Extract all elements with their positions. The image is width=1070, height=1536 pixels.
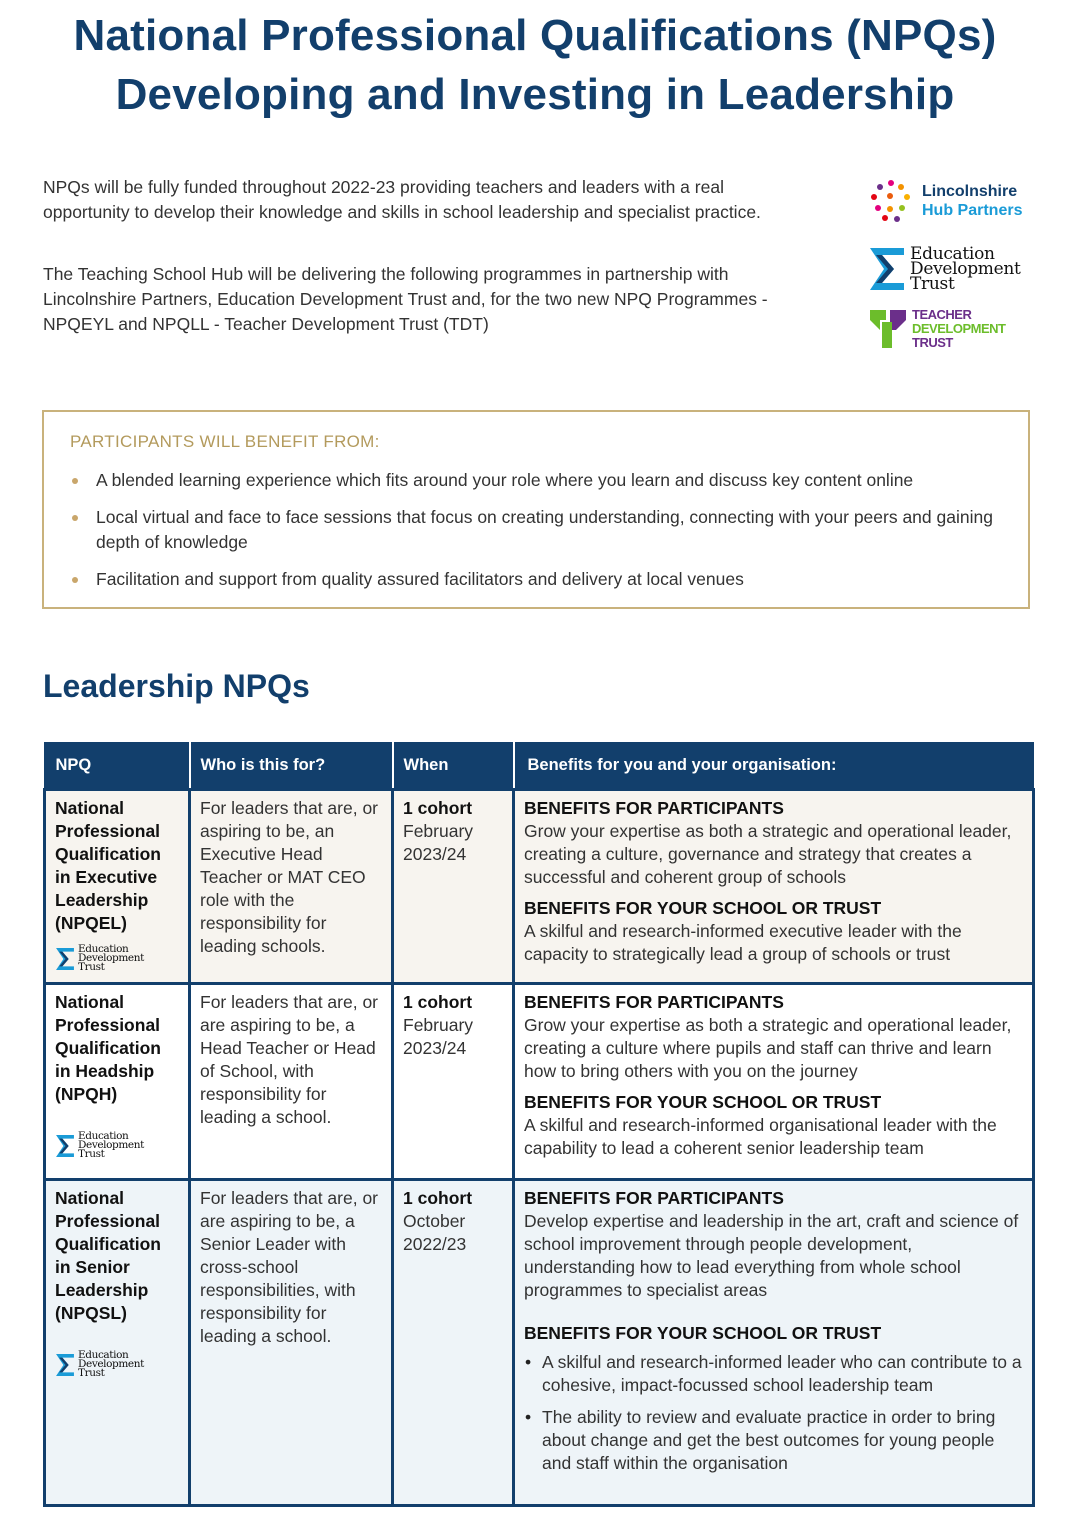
list-item: • A skilful and research-informed leader who can contribute to a cohesive, impact-focussed school leadership team [524, 1351, 1023, 1397]
when-cell [393, 790, 514, 984]
cohort-label: 1 cohort [403, 1188, 473, 1208]
participants-heading: BENEFITS FOR PARTICIPANTS [524, 1188, 784, 1208]
when-cell [393, 1180, 514, 1506]
column-header-benefits: Benefits for you and your organisation: [514, 742, 1034, 790]
edt-sigma-icon [55, 1133, 75, 1159]
column-header-who: Who is this for? [190, 742, 393, 790]
when-text: February 2023/24 [403, 821, 474, 864]
dot-cluster-icon [868, 178, 914, 224]
column-header-npq: NPQ [45, 742, 190, 790]
benefit-item: Facilitation and support from quality assured facilitators and delivery at local venues [70, 567, 1000, 592]
npq-cell [45, 1180, 190, 1506]
benefit-item: A blended learning experience which fits around your role where you learn and discuss key content online [70, 468, 1000, 493]
edt-logo-line2: Development [910, 258, 1021, 279]
edt-small-line2: Development [78, 952, 144, 964]
benefits-cell [514, 790, 1034, 984]
participants-text: Develop expertise and leadership in the art, craft and science of school improvement through people development, understanding how to lead everything from whole school programmes to specialist areas [524, 1211, 1019, 1300]
benefits-heading: PARTICIPANTS WILL BENEFIT FROM: [70, 432, 380, 451]
edt-logo-line1: Education [910, 243, 995, 264]
edt-small-line3: Trust [78, 1367, 105, 1379]
who-cell: For leaders that are, or aspiring to be, an Executive Head Teacher or MAT CEO role with the responsibility for leading schools. [190, 790, 393, 984]
education-development-trust-logo [868, 243, 1048, 294]
when-text: February 2023/24 [403, 1015, 474, 1058]
edt-small-logo [55, 945, 179, 972]
tdt-logo-line3: TRUST [912, 335, 953, 350]
cohort-label: 1 cohort [403, 992, 473, 1012]
edt-sigma-icon [55, 946, 75, 972]
school-heading: BENEFITS FOR YOUR SCHOOL OR TRUST [524, 1323, 882, 1343]
table-row [45, 790, 1034, 984]
benefits-cell [514, 984, 1034, 1180]
school-benefits-list [524, 1351, 1023, 1475]
edt-small-line2: Development [78, 1358, 144, 1370]
table-header-row [45, 742, 1034, 790]
when-cell [393, 984, 514, 1180]
who-cell: For leaders that are, or are aspiring to be, a Senior Leader with cross-school responsibilities, with responsibility for leading a school. [190, 1180, 393, 1506]
teacher-development-trust-logo [868, 308, 1048, 350]
edt-small-line1: Education [78, 1349, 129, 1361]
cohort-label: 1 cohort [403, 798, 473, 818]
participants-text: Grow your expertise as both a strategic and operational leader, creating a culture where pupils and staff can thrive and learn how to bring others with you on the journey [524, 1015, 1012, 1081]
partner-logos [868, 178, 1048, 350]
edt-small-logo [55, 1132, 179, 1159]
when-text: October 2022/23 [403, 1211, 467, 1254]
school-heading: BENEFITS FOR YOUR SCHOOL OR TRUST [524, 898, 882, 918]
who-cell: For leaders that are, or are aspiring to be, a Head Teacher or Head of School, with responsibility for leading a school. [190, 984, 393, 1180]
benefits-cell [514, 1180, 1034, 1506]
edt-small-logo [55, 1351, 179, 1378]
edt-sigma-icon [868, 246, 906, 292]
lincolnshire-logo-line1: Lincolnshire [922, 183, 1018, 200]
edt-small-line2: Development [78, 1139, 144, 1151]
npq-title: National Professional Qualification in Executive Leadership (NPQEL) [55, 798, 161, 933]
participant-benefits-box [42, 410, 1030, 609]
benefit-item: Local virtual and face to face sessions that focus on creating understanding, connecting with your peers and gaining depth of knowledge [70, 505, 1000, 555]
benefits-list [70, 468, 1000, 604]
edt-logo-line3: Trust [910, 273, 955, 294]
table-row [45, 1180, 1034, 1506]
intro-paragraph-2: The Teaching School Hub will be delivering the following programmes in partnership with Lincolnshire Partners, Education Development Trust and, for the two new NPQ Programmes - NPQEYL and NPQLL - Teacher Development Trust (TDT) [43, 264, 768, 334]
title-line-1: National Professional Qualifications (NPQs) [73, 11, 997, 60]
npq-cell [45, 984, 190, 1180]
npq-cell [45, 790, 190, 984]
edt-small-line3: Trust [78, 961, 105, 973]
lincolnshire-logo-line2: Hub Partners [922, 202, 1023, 219]
school-heading: BENEFITS FOR YOUR SCHOOL OR TRUST [524, 1092, 882, 1112]
list-item: • The ability to review and evaluate practice in order to bring about change and get the best outcomes for young people and staff within the organisation [524, 1406, 1023, 1475]
edt-small-line3: Trust [78, 1148, 105, 1160]
tdt-logo-line2: DEVELOPMENT [912, 321, 1006, 336]
section-title: Leadership NPQs [43, 668, 310, 704]
school-text: A skilful and research-informed organisational leader with the capability to lead a coherent senior leadership team [524, 1115, 997, 1158]
table-row [45, 984, 1034, 1180]
npq-title: National Professional Qualification in Headship (NPQH) [55, 992, 161, 1104]
edt-sigma-icon [55, 1352, 75, 1378]
title-line-2: Developing and Investing in Leadership [115, 70, 955, 119]
tdt-logo-line1: TEACHER [912, 307, 972, 322]
page-title [0, 6, 1070, 124]
participants-heading: BENEFITS FOR PARTICIPANTS [524, 992, 784, 1012]
column-header-when: When [393, 742, 514, 790]
intro-paragraph-1: NPQs will be fully funded throughout 2022-23 providing teachers and leaders with a real opportunity to develop their knowledge and skills in school leadership and specialist practice. [43, 177, 761, 222]
edt-small-line1: Education [78, 943, 129, 955]
npq-title: National Professional Qualification in Senior Leadership (NPQSL) [55, 1188, 161, 1323]
participants-text: Grow your expertise as both a strategic and operational leader, creating a culture, governance and strategy that creates a successful and coherent group of schools [524, 821, 1012, 887]
edt-small-line1: Education [78, 1130, 129, 1142]
leadership-npq-table [43, 742, 1035, 1507]
lincolnshire-hub-partners-logo [868, 178, 1048, 224]
tdt-mark-icon [868, 308, 908, 350]
participants-heading: BENEFITS FOR PARTICIPANTS [524, 798, 784, 818]
school-text: A skilful and research-informed executive leader with the capacity to strategically lead a group of schools or trust [524, 921, 962, 964]
